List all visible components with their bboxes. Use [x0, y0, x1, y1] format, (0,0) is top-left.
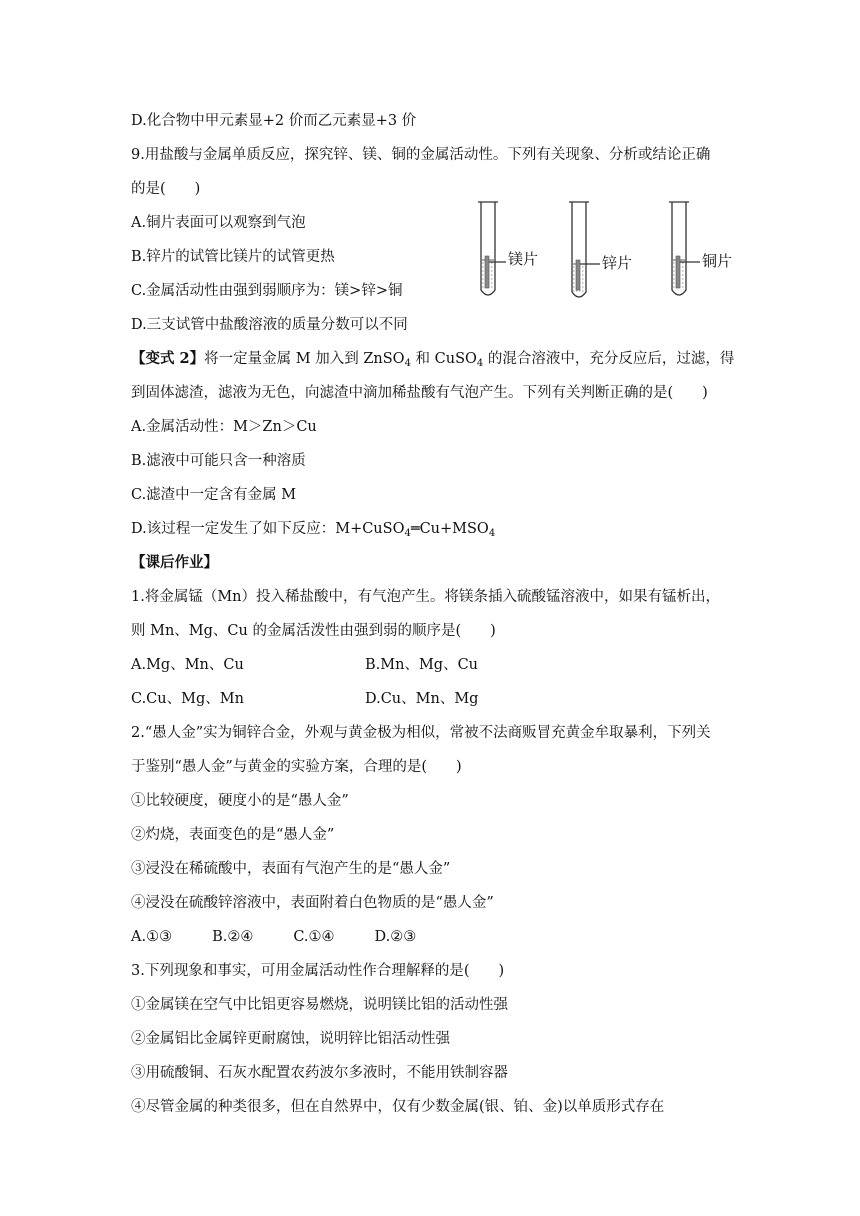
hw1-options-row2: [131, 689, 479, 709]
hw3-item-3: ③用硫酸铜、石灰水配置农药波尔多液时，不能用铁制容器: [131, 1065, 508, 1081]
hw3-line1: 3.下列现象和事实，可用金属活动性作合理解释的是( ): [131, 963, 505, 979]
hw1-option-d: D.Cu、Mn、Mg: [365, 691, 479, 707]
variant2-option-d: D.该过程一定发生了如下反应：$M+CuSO_4═Cu+MSO_4$: [131, 521, 496, 539]
test-tube-zinc: [569, 202, 600, 297]
test-tube-magnesium: [478, 202, 506, 295]
label-copper: 铜片: [702, 252, 733, 270]
hw1-options-row1: [131, 655, 479, 675]
hw1-option-c: C.Cu、Mg、Mn: [131, 691, 244, 707]
q9-stem-line1: 9.用盐酸与金属单质反应，探究锌、镁、铜的金属活动性。下列有关现象、分析或结论正确: [131, 147, 711, 163]
variant2-line2: 到固体滤渣，滤液为无色，向滤渣中滴加稀盐酸有气泡产生。下列有关判断正确的是( ): [131, 385, 708, 401]
hw3-item-4: ④尽管金属的种类很多，但在自然界中，仅有少数金属(银、铂、金)以单质形式存在: [131, 1099, 665, 1115]
variant2-option-a: A.金属活动性：M＞Zn＞Cu: [131, 419, 317, 435]
hw3-item-1: ①金属镁在空气中比铝更容易燃烧，说明镁比铝的活动性强: [131, 997, 508, 1013]
hw2-option-a: A.①③: [131, 929, 173, 945]
hw2-item-3: ③浸没在稀硫酸中，表面有气泡产生的是“愚人金”: [131, 861, 451, 877]
variant2-tag: 【变式 2】: [131, 350, 205, 367]
label-magnesium: 镁片: [508, 250, 539, 268]
hw3-item-2: ②金属铝比金属锌更耐腐蚀，说明锌比铝活动性强: [131, 1031, 450, 1047]
hw2-item-1: ①比较硬度，硬度小的是“愚人金”: [131, 793, 349, 809]
variant2-line1: 【变式 2】将一定量金属 M 加入到 ZnSO$_4$ 和 CuSO$_4$ 的混合溶液中，充分反应后，过滤，得: [131, 350, 735, 369]
q9-stem-line2: 的是( ): [131, 181, 201, 197]
q9-option-a: A.铜片表面可以观察到气泡: [131, 215, 306, 231]
hw2-line2: 于鉴别“愚人金”与黄金的实验方案，合理的是( ): [131, 759, 462, 775]
homework-title: 【课后作业】: [131, 554, 218, 571]
variant2-option-b: B.滤液中可能只含一种溶质: [131, 453, 306, 469]
hw1-option-a: A.Mg、Mn、Cu: [131, 657, 244, 673]
test-tube-copper: [669, 202, 700, 295]
q8-option-d: D.化合物中甲元素显+2 价而乙元素显+3 价: [131, 113, 417, 129]
hw2-option-c: C.①④: [293, 929, 335, 945]
hw2-option-d: D.②③: [374, 929, 417, 945]
hw2-options: [131, 927, 456, 947]
hw1-option-b: B.Mn、Mg、Cu: [365, 657, 479, 673]
q9-option-d: D.三支试管中盐酸溶液的质量分数可以不同: [131, 317, 408, 333]
variant2-option-c: C.滤渣中一定含有金属 M: [131, 487, 297, 503]
hw2-item-2: ②灼烧，表面变色的是“愚人金”: [131, 827, 335, 843]
hw2-item-4: ④浸没在硫酸锌溶液中，表面附着白色物质的是“愚人金”: [131, 895, 494, 911]
q9-option-b: B.锌片的试管比镁片的试管更热: [131, 249, 335, 265]
test-tubes-figure: [470, 198, 740, 304]
hw1-line2: 则 Mn、Mg、Cu 的金属活泼性由强到弱的顺序是( ): [131, 623, 496, 639]
hw2-option-b: B.②④: [212, 929, 254, 945]
hw2-line1: 2.“愚人金”实为铜锌合金，外观与黄金极为相似，常被不法商贩冒充黄金牟取暴利，下列关: [131, 725, 711, 741]
q9-option-c: C.金属活动性由强到弱顺序为：镁>锌>铜: [131, 283, 403, 299]
label-zinc: 锌片: [602, 254, 633, 272]
hw1-line1: 1.将金属锰（Mn）投入稀盐酸中，有气泡产生。将镁条插入硫酸锰溶液中，如果有锰析出，: [131, 589, 721, 605]
